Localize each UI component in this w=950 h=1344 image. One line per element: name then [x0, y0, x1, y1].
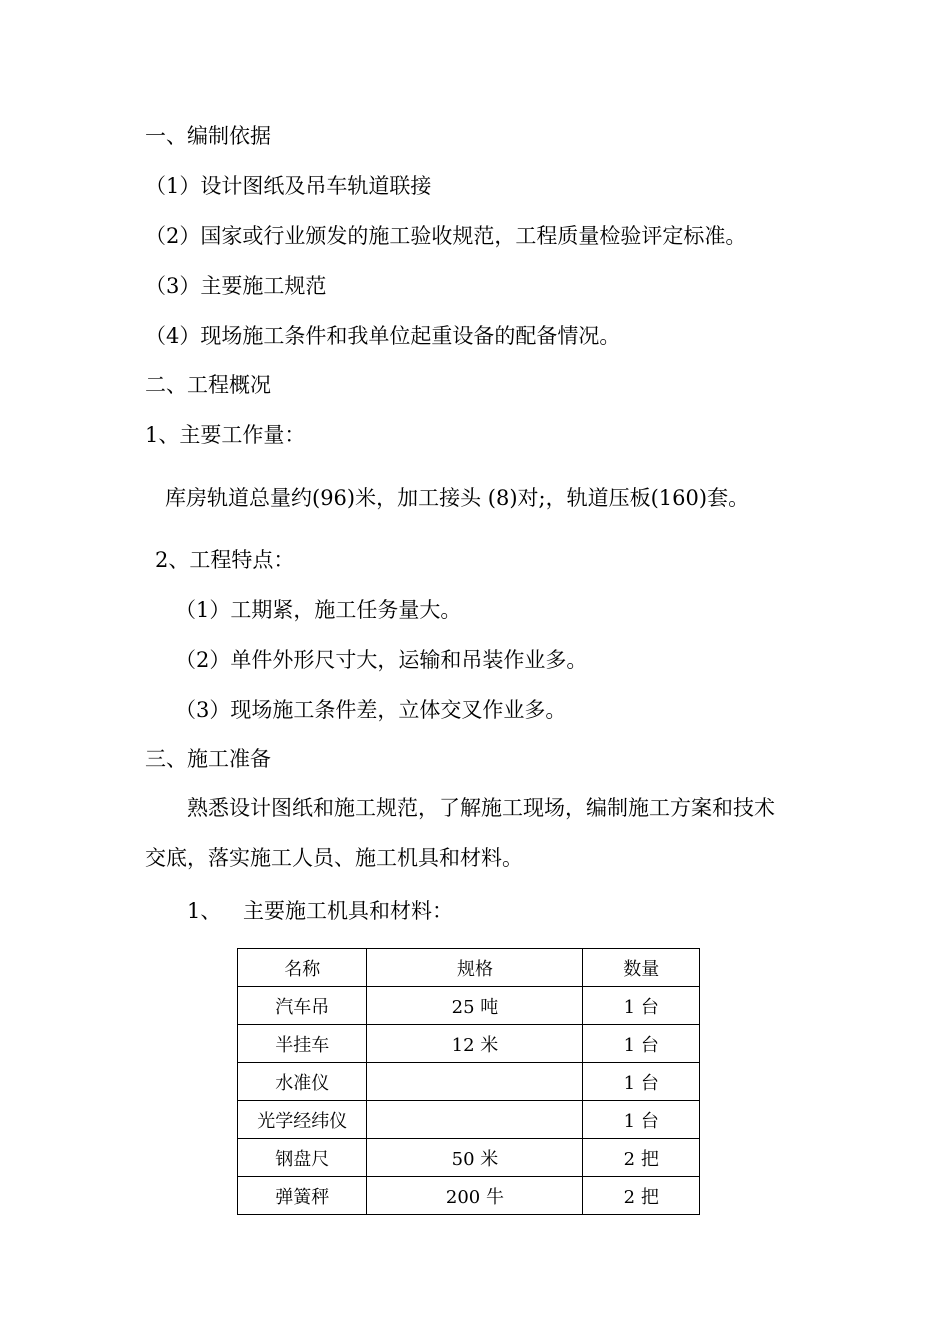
table-cell: 25 吨 [367, 987, 583, 1025]
prep-paragraph-line2: 交底，落实施工人员、施工机具和材料。 [145, 846, 523, 870]
table-cell: 1 台 [583, 1025, 700, 1063]
section1-item-1: （1）设计图纸及吊车轨道联接 [145, 174, 432, 198]
table-row [238, 1101, 700, 1139]
feature-item-3: （3）现场施工条件差，立体交叉作业多。 [175, 698, 567, 722]
table-cell [367, 1101, 583, 1139]
section1-item-2: （2）国家或行业颁发的施工验收规范，工程质量检验评定标准。 [145, 224, 747, 248]
table-header-spec: 规格 [367, 949, 583, 987]
table-cell: 1 台 [583, 1101, 700, 1139]
table-cell: 200 牛 [367, 1177, 583, 1215]
table-row [238, 1025, 700, 1063]
workload-text: 库房轨道总量约(96)米，加工接头 (8)对;，轨道压板(160)套。 [165, 486, 750, 510]
table-cell: 2 把 [583, 1139, 700, 1177]
workload-heading: 1、主要工作量： [145, 423, 306, 447]
table-cell: 1 台 [583, 1063, 700, 1101]
table-cell: 弹簧秤 [238, 1177, 367, 1215]
features-heading: 2、工程特点： [155, 548, 295, 572]
table-row [238, 1139, 700, 1177]
prep-paragraph-line1: 熟悉设计图纸和施工规范，了解施工现场，编制施工方案和技术 [187, 796, 775, 820]
tools-table [237, 948, 700, 1215]
table-row [238, 1063, 700, 1101]
table-cell: 光学经纬仪 [238, 1101, 367, 1139]
table-cell: 汽车吊 [238, 987, 367, 1025]
table-row [238, 1177, 700, 1215]
section1-item-4: （4）现场施工条件和我单位起重设备的配备情况。 [145, 324, 621, 348]
section1-heading: 一、编制依据 [145, 124, 271, 148]
table-cell: 钢盘尺 [238, 1139, 367, 1177]
table-cell: 半挂车 [238, 1025, 367, 1063]
table-cell: 12 米 [367, 1025, 583, 1063]
table-cell: 2 把 [583, 1177, 700, 1215]
table-cell: 1 台 [583, 987, 700, 1025]
table-cell: 水准仪 [238, 1063, 367, 1101]
table-row [238, 987, 700, 1025]
section3-heading: 三、施工准备 [145, 747, 271, 771]
table-header-name: 名称 [238, 949, 367, 987]
table-header-row [238, 949, 700, 987]
tools-heading-number: 1、 [187, 899, 222, 923]
feature-item-2: （2）单件外形尺寸大，运输和吊装作业多。 [175, 648, 588, 672]
tools-heading [187, 897, 453, 925]
table-header-qty: 数量 [583, 949, 700, 987]
feature-item-1: （1）工期紧，施工任务量大。 [175, 598, 462, 622]
tools-heading-text: 主要施工机具和材料： [243, 899, 453, 923]
table-cell [367, 1063, 583, 1101]
table-cell: 50 米 [367, 1139, 583, 1177]
section1-item-3: （3）主要施工规范 [145, 274, 327, 298]
section2-heading: 二、工程概况 [145, 373, 271, 397]
